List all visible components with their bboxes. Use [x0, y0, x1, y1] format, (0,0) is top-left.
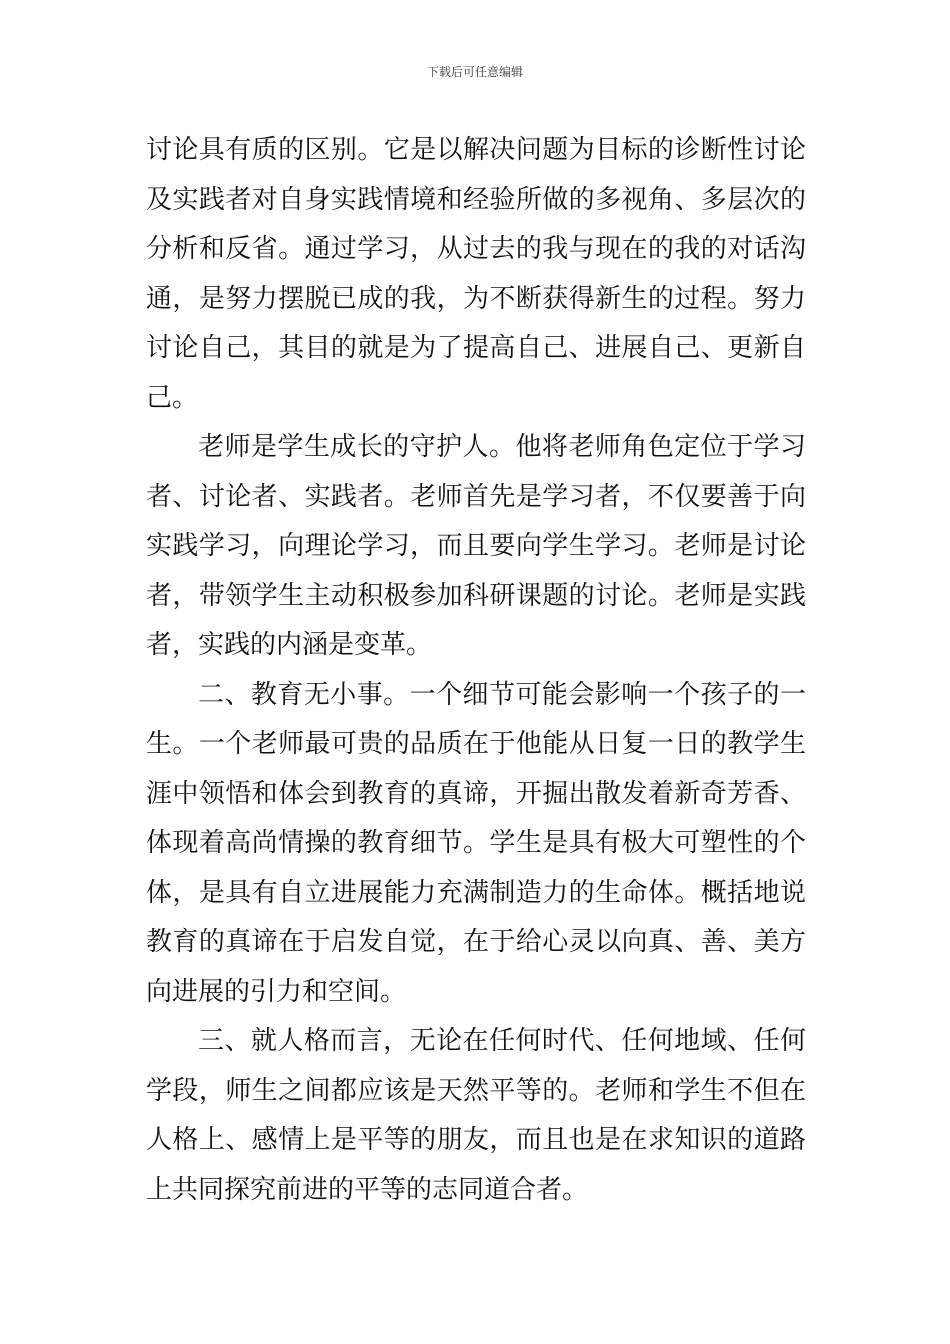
paragraph-teacher-guardian: 老师是学生成长的守护人。他将老师角色定位于学习者、讨论者、实践者。老师首先是学习者，不仅要善于向实践学习，向理论学习，而且要向学生学习。老师是讨论者，带领学生主动积极参加科研课题的讨论。老师是实践者，实践的内涵是变革。: [146, 432, 806, 660]
paragraph-section-two: 二、教育无小事。一个细节可能会影响一个孩子的一生。一个老师最可贵的品质在于他能从日复一日的教学生涯中领悟和体会到教育的真谛，开掘出散发着新奇芳香、体现着高尚情操的教育细节。学生是具有极大可塑性的个体，是具有自立进展能力充满制造力的生命体。概括地说教育的真谛在于启发自觉，在于给心灵以向真、善、美方向进展的引力和空间。: [146, 679, 806, 1007]
paragraph-section-three: 三、就人格而言，无论在任何时代、任何地域、任何学段，师生之间都应该是天然平等的。老师和学生不但在人格上、感情上是平等的朋友，而且也是在求知识的道路上共同探究前进的平等的志同道合者。: [146, 1026, 806, 1205]
document-body: [146, 126, 806, 1215]
page-header: 下载后可任意编辑: [426, 65, 523, 79]
paragraph-continued: 讨论具有质的区别。它是以解决问题为目标的诊断性讨论及实践者对自身实践情境和经验所做的多视角、多层次的分析和反省。通过学习，从过去的我与现在的我的对话沟通，是努力摆脱已成的我，为不断获得新生的过程。努力讨论自己，其目的就是为了提高自己、进展自己、更新自己。: [146, 135, 806, 413]
